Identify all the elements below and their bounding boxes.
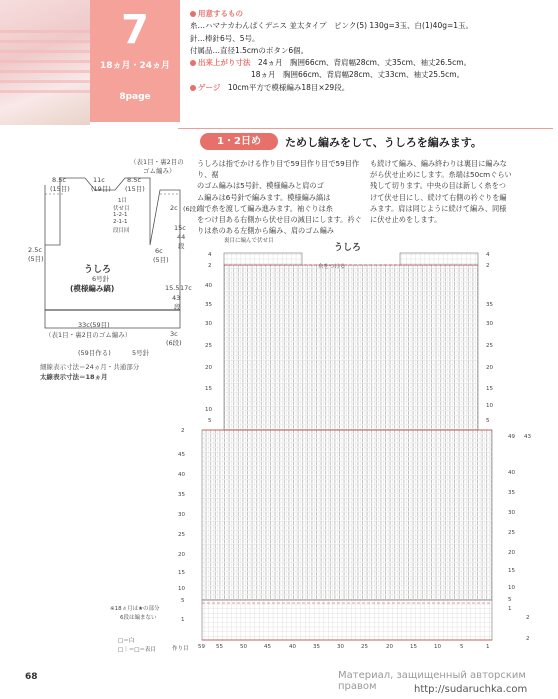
stitch-label: 5 bbox=[460, 644, 464, 650]
dim-11c-st: (19目) bbox=[91, 185, 111, 193]
dim-25c: 2.5c bbox=[28, 246, 42, 254]
instructions-col2 bbox=[370, 158, 552, 225]
bullet-icon bbox=[190, 60, 196, 66]
dim-155: 15.5 bbox=[165, 284, 180, 292]
chart-footnote-1: ※18ヵ月は★の部分 bbox=[110, 606, 160, 612]
instructions-col1 bbox=[197, 158, 365, 236]
row-label-left: 25 bbox=[205, 343, 212, 349]
note-bold: 太線表示寸法＝18ヵ月 bbox=[40, 373, 108, 381]
text-line: けて伏せ目にし、続けて右側の衿ぐりを編 bbox=[370, 192, 507, 202]
stitch-label: 作り目 bbox=[172, 646, 189, 652]
dim-6c-row: (5目) bbox=[153, 256, 169, 264]
gauge-title: ゲージ bbox=[198, 82, 221, 92]
chart-note-top: 裏目に編んで伏せ目 bbox=[224, 238, 274, 244]
yarn-line: 糸…ハマナカわんぱくデニス 並太タイプ ピンク(5) 130g=3玉、白(1)40g=1玉。 bbox=[190, 21, 474, 31]
row-label-left: 10 bbox=[205, 407, 212, 413]
row-label-right: 25 bbox=[486, 343, 493, 349]
row-label-right: 20 bbox=[486, 365, 493, 371]
needle-5: 5号針 bbox=[132, 349, 150, 357]
row-label-right: 35 bbox=[486, 302, 493, 308]
dim-2c: 2c bbox=[170, 204, 178, 212]
chart-title: うしろ bbox=[334, 243, 362, 253]
stitch-label: 30 bbox=[337, 644, 344, 650]
rib-bottom: （表1目・裏2目のゴム編み） bbox=[45, 331, 132, 339]
notions-line: 付属品…直径1.5cmのボタン6個。 bbox=[190, 45, 309, 55]
text-line: ム編みは6号針で編みます。模様編み縞は bbox=[197, 192, 331, 202]
row-label-left: 45 bbox=[178, 452, 185, 458]
row-label-right: 4 bbox=[486, 252, 490, 258]
row-label-right: 5 bbox=[486, 418, 490, 424]
row-label-left: 30 bbox=[178, 512, 185, 518]
row-label-left: 20 bbox=[205, 365, 212, 371]
dim-6c: 6c bbox=[155, 247, 163, 255]
bind-off-2: 伏せ目 bbox=[113, 206, 130, 212]
stitch-label: 35 bbox=[313, 644, 320, 650]
stitch-label: 20 bbox=[386, 644, 393, 650]
stitch-label: 45 bbox=[264, 644, 271, 650]
chart-footnote-2: 6段は編まない bbox=[120, 615, 157, 621]
row-label-right: 15 bbox=[508, 568, 515, 574]
row-label-left: 25 bbox=[178, 532, 185, 538]
row-label-right: 40 bbox=[508, 470, 515, 476]
dim-43: 43 bbox=[172, 294, 181, 302]
stitch-label: 15 bbox=[410, 644, 417, 650]
stitch-label: 50 bbox=[240, 644, 247, 650]
bullet-icon bbox=[190, 85, 196, 91]
row-label-right: 30 bbox=[486, 321, 493, 327]
garment-photo bbox=[0, 0, 90, 125]
row-label-left: 1 bbox=[181, 617, 185, 623]
source-site: http://sudaruchka.com bbox=[414, 684, 528, 695]
bind-off-3: 1-2-1 bbox=[113, 212, 128, 218]
knitting-chart bbox=[190, 245, 520, 650]
row-label-left: 10 bbox=[178, 586, 185, 592]
row-label-left: 40 bbox=[178, 472, 185, 478]
dim-85b-st: (15目) bbox=[125, 185, 145, 193]
note-thin: 細線表示寸法＝24ヵ月・共通部分 bbox=[40, 363, 140, 371]
text-line: 端で糸を渡して編み進みます。袖ぐりは糸 bbox=[197, 203, 333, 213]
row-label-left: 40 bbox=[205, 283, 212, 289]
dim-row2: 段 bbox=[174, 303, 181, 311]
size-range: 18ヵ月・24ヵ月 bbox=[99, 61, 171, 71]
row-label-left: 35 bbox=[178, 492, 185, 498]
size-24: 24ヵ月 胸囲66cm、背肩幅28cm、丈35cm、袖丈26.5cm。 bbox=[258, 58, 472, 68]
row-label-left: 5 bbox=[181, 598, 185, 604]
row-label-right: 10 bbox=[508, 585, 515, 591]
legend-knit: □｜＝□＝表目 bbox=[118, 647, 156, 653]
row-label-left: 4 bbox=[208, 252, 212, 258]
text-line: のゴム編みは5号針、模様編みと肩のゴ bbox=[197, 181, 324, 191]
row-label-right: 5 bbox=[508, 597, 512, 603]
row-label-left: 5 bbox=[208, 418, 212, 424]
dim-85a-st: (15目) bbox=[50, 185, 70, 193]
row-label-right: 25 bbox=[508, 530, 515, 536]
row-label-left: 35 bbox=[205, 302, 212, 308]
text-line: がら伏せ止めにします。糸端は50cmぐらい bbox=[370, 170, 512, 180]
back-needle: 6号針 bbox=[92, 275, 110, 283]
page-number: 68 bbox=[25, 672, 38, 682]
row-label-right: 20 bbox=[508, 550, 515, 556]
rib-bottom-st: (59目作る) bbox=[78, 349, 111, 357]
row-label-right: 15 bbox=[486, 386, 493, 392]
needles-line: 針…棒針6号、5号。 bbox=[190, 33, 260, 43]
dim-3c-row: (6段) bbox=[166, 339, 182, 347]
size-18: 18ヵ月 胸囲66cm、背肩幅28cm、丈33cm、袖丈25.5cm。 bbox=[251, 70, 465, 80]
row-label-left: 20 bbox=[178, 552, 185, 558]
stitch-label: 40 bbox=[289, 644, 296, 650]
dim-17c: 17c bbox=[180, 284, 192, 292]
text-line: に伏せ止めをします。 bbox=[370, 215, 442, 225]
row-label-right: 2 bbox=[526, 615, 530, 621]
divider bbox=[178, 128, 553, 129]
legend-white: □＝白 bbox=[118, 638, 135, 644]
bind-off-5: 段目回 bbox=[113, 228, 130, 234]
row-label-right: 43 bbox=[524, 434, 531, 440]
stitch-label: 25 bbox=[361, 644, 368, 650]
stitch-label: 1 bbox=[486, 644, 490, 650]
bind-off-4: 2-1-1 bbox=[113, 219, 128, 225]
stitch-label: 59 bbox=[198, 644, 205, 650]
text-line: うしろは指でかける作り目で59目作り目で59目作り、裾 bbox=[197, 159, 360, 180]
text-line: をつけ目ある右側から伏せ目の減目にします。衿ぐ bbox=[197, 215, 362, 225]
text-line: りは糸のある左側から編み、肩のゴム編み bbox=[197, 226, 334, 236]
dim-25c-row: (5目) bbox=[28, 255, 44, 263]
text-line: みます。肩は同じように続けて編み、同様 bbox=[370, 203, 507, 213]
row-label-left: 2 bbox=[208, 263, 212, 269]
dim-11c: 11c bbox=[93, 176, 105, 184]
step-title: ためし編みをして、うしろを編みます。 bbox=[285, 136, 482, 149]
row-label-right: 1 bbox=[508, 606, 512, 612]
materials-block bbox=[190, 8, 550, 94]
rib-top-label2: ゴム編み） bbox=[143, 167, 176, 175]
gauge-line: 10cm平方で模様編み18目×29段。 bbox=[227, 82, 350, 92]
step-badge: 1・2日め bbox=[200, 133, 278, 150]
row-label-left: 15 bbox=[178, 570, 185, 576]
row-label-left: 2 bbox=[181, 428, 185, 434]
back-pattern: (模様編み縞) bbox=[70, 284, 115, 293]
size-title: 出来上がり寸法 bbox=[198, 58, 251, 68]
dim-15c: 15c bbox=[174, 224, 186, 232]
row-label-right: 2 bbox=[486, 263, 490, 269]
materials-title: 用意するもの bbox=[198, 9, 243, 18]
dim-33: 33c(59目) bbox=[78, 321, 110, 329]
row-label-right: 49 bbox=[508, 434, 515, 440]
dim-44: 44 bbox=[177, 233, 186, 241]
row-label-right: 10 bbox=[486, 403, 493, 409]
row-label-left: 15 bbox=[205, 386, 212, 392]
row-label-left: 30 bbox=[205, 321, 212, 327]
rib-top-label: （表1目・裏2目の bbox=[130, 158, 184, 166]
dim-85b: 8.5c bbox=[127, 176, 141, 184]
page-label: 8page bbox=[119, 92, 151, 102]
dim-row: 段 bbox=[178, 242, 185, 250]
back-title: うしろ bbox=[84, 265, 112, 275]
bind-off-1: 1目 bbox=[118, 198, 127, 204]
text-line: 残して切ります。中央の目は新しく糸をつ bbox=[370, 181, 506, 191]
stitch-label: 55 bbox=[216, 644, 223, 650]
text-line: も続けて編み、編み終わりは裏目に編みな bbox=[370, 159, 507, 168]
row-label-right: 2 bbox=[526, 636, 530, 642]
bullet-icon bbox=[190, 11, 196, 17]
pattern-number: 7 bbox=[121, 7, 149, 53]
dim-2c-row: (6段) bbox=[183, 205, 199, 213]
row-label-right: 30 bbox=[508, 510, 515, 516]
copyright-watermark: Материал, защищенный авторским правом bbox=[338, 670, 526, 692]
dim-3c: 3c bbox=[170, 330, 178, 338]
pattern-header bbox=[90, 0, 180, 122]
stitch-label: 10 bbox=[434, 644, 441, 650]
dim-85a: 8.5c bbox=[52, 176, 66, 184]
row-label-right: 35 bbox=[508, 490, 515, 496]
